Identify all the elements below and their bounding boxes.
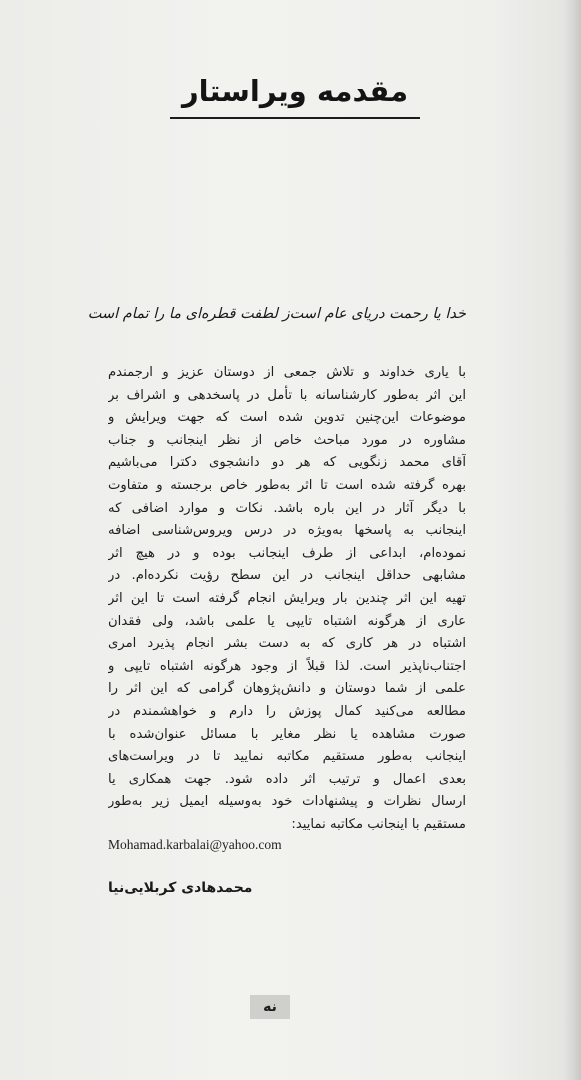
page-number: نه	[250, 995, 290, 1019]
body-line: مشابهی حداقل اینجانب در این سطح رؤیت نکرده‌ام. در	[108, 568, 466, 584]
contact-email: Mohamad.karbalai@yahoo.com	[108, 837, 282, 852]
body-line: موضوعات این‌چنین تدوین شده است که جهت ویرایش و	[108, 410, 466, 426]
body-line: اجتناب‌ناپذیر است. لذا قبلاً از وجود هرگونه اشتباه تایپی و	[108, 658, 466, 674]
body-line: عاری از هرگونه اشتباه تایپی یا علمی باشد، ولی فقدان	[108, 613, 466, 629]
body-line: با یاری خداوند و تلاش جمعی از دوستان عزیز و ارجمندم	[108, 365, 466, 380]
page-title: مقدمه ویراستار	[181, 74, 409, 108]
poem-verse	[87, 306, 466, 322]
body-line: نموده‌ام، ابداعی از طرف اینجانب بوده و در هیچ اثر	[108, 545, 466, 561]
body-line: صورت مشاهده یا نظر مغایر با مسائل عنوان‌شده با	[108, 726, 466, 742]
body-line: تهیه این اثر چندین بار ویرایش انجام گرفته است تا این اثر	[108, 590, 466, 606]
body-line: مستقیم با اینجانب مکاتبه نمایید:	[291, 816, 466, 832]
body-line: اشتباه در هر کاری که به دست بشر انجام پذیرد امری	[108, 636, 466, 652]
body-line: مطالعه می‌کنید کمال پوزش را دارم و خواهشمندم در	[108, 703, 466, 719]
verse-left-hemistich: ز لطفت قطره‌ای ما را تمام است	[87, 306, 290, 322]
body-line: اینجانب به‌طور مستقیم مکاتبه نمایید تا در ویراست‌های	[108, 749, 466, 765]
preface-body	[108, 362, 466, 836]
body-line: این اثر به‌طور کارشناسانه با تأمل در پاسخدهی و اشراف بر	[108, 387, 466, 403]
body-line: آقای محمد زنگویی که هر دو دانشجوی دکترا می‌باشیم	[108, 455, 466, 471]
body-line: ارسال نظرات و پیشنهادات خود به‌وسیله ایمیل زیر به‌طور	[108, 794, 466, 810]
body-line: بهره گرفته شده است تا اثر به‌طور خاص برجسته و متفاوت	[108, 477, 466, 493]
editor-signature: محمدهادی کربلایی‌نیا	[108, 880, 253, 896]
body-line: علمی از شما دوستان و دانش‌پژوهان گرامی که این اثر را	[108, 681, 466, 697]
body-line: با دیگر آثار در این باره باشد. نکات و موارد اضافی که	[108, 500, 466, 516]
body-line: بعدی اعمال و ترتیب اثر داده شود. جهت همکاری یا	[108, 771, 466, 787]
page-edge-shadow	[563, 0, 581, 1080]
body-line: اینجانب به پاسخها به‌ویژه در درس ویروس‌شناسی اضافه	[108, 523, 466, 539]
body-line: مشاوره در مورد مباحث خاص از نظر اینجانب و جناب	[108, 432, 466, 448]
title-underline	[170, 117, 420, 119]
verse-right-hemistich: خدا یا رحمت دریای عام است	[289, 306, 466, 322]
